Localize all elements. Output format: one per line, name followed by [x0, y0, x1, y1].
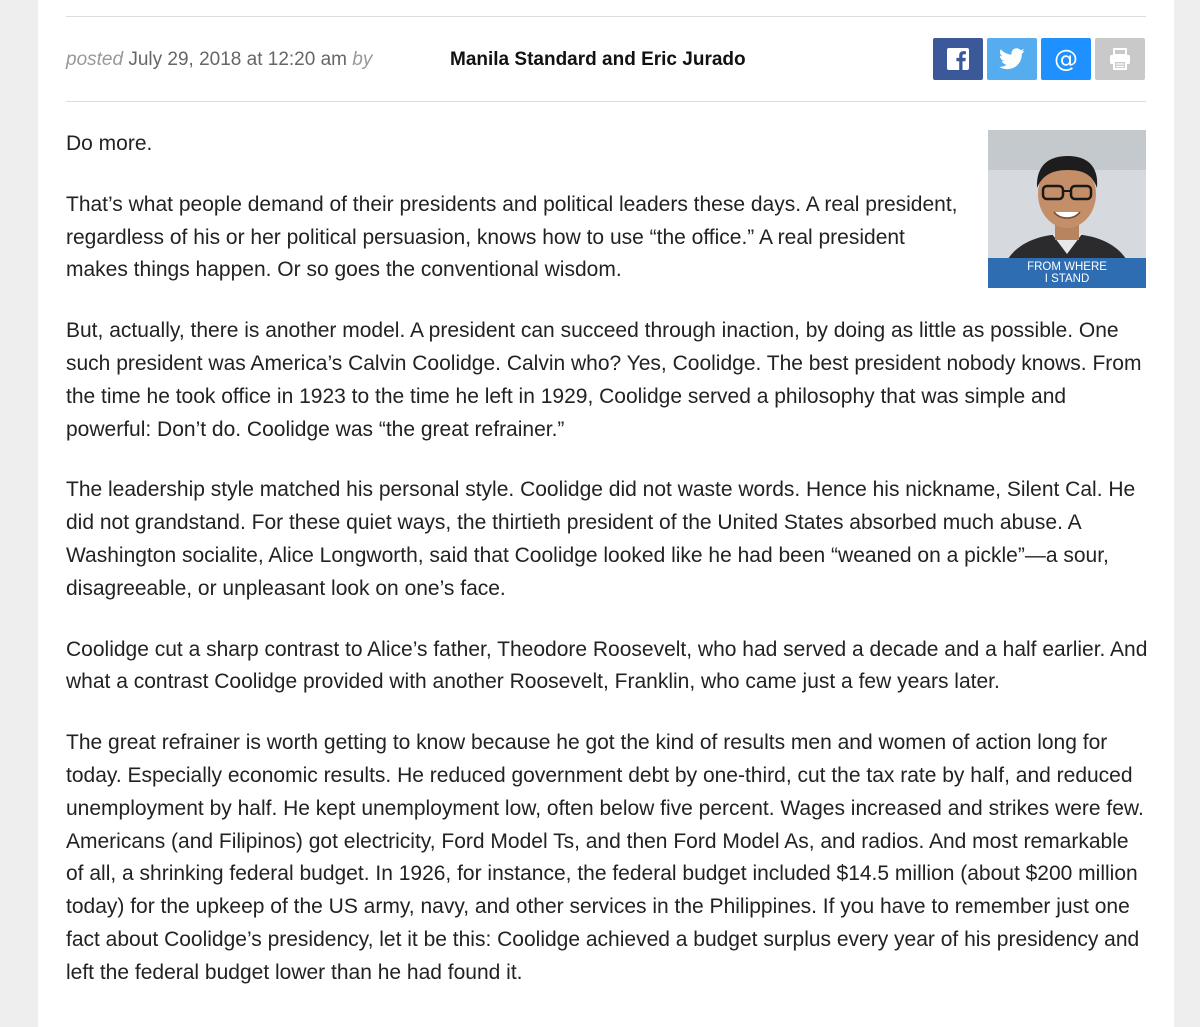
post-meta: [66, 48, 372, 72]
twitter-icon: [999, 48, 1025, 70]
facebook-icon: [946, 47, 970, 71]
divider: [66, 16, 1146, 17]
at-sign-icon: @: [1054, 45, 1078, 73]
caption-line: FROM WHERE: [1027, 261, 1107, 273]
print-button[interactable]: [1095, 38, 1145, 80]
paragraph: That’s what people demand of their presidents and political leaders these days. A real president, regardless of his or her political persuasion, knows how to use “the office.” A real president makes things happen. Or so goes the conventional wisdom.: [66, 192, 958, 282]
article-body: [66, 128, 1151, 1018]
facebook-share-button[interactable]: [933, 38, 983, 80]
article-page: [38, 0, 1174, 1027]
paragraph: But, actually, there is another model. A president can succeed through inaction, by doing as little as possible. One such president was America’s Calvin Coolidge. Calvin who? Yes, Coolidge. The best president nobody knows. From the time he took office in 1923 to the time he left in 1929, Coolidge served a philosophy that was simple and powerful: Don’t do. Coolidge was “the great refrainer.”: [66, 319, 1142, 441]
paragraph: Do more.: [66, 132, 153, 155]
posted-label: posted: [66, 49, 124, 70]
by-label: by: [352, 49, 373, 70]
email-share-button[interactable]: [1041, 38, 1091, 80]
caption-line: I STAND: [1044, 273, 1090, 285]
divider: [66, 101, 1146, 102]
paragraph: The leadership style matched his personal style. Coolidge did not waste words. Hence his nickname, Silent Cal. He did not grandstand. For these quiet ways, the thirtieth president of the United States absorbed much abuse. A Washington socialite, Alice Longworth, said that Coolidge looked like he had been “weaned on a pickle”—a sour, disagreeable, or unpleasant look on one’s face.: [66, 478, 1136, 600]
post-date: July 29, 2018 at 12:20 am: [128, 49, 347, 70]
twitter-share-button[interactable]: [987, 38, 1037, 80]
author-name[interactable]: Manila Standard and Eric Jurado: [450, 49, 746, 70]
paragraph: The great refrainer is worth getting to know because he got the kind of results men and women of action long for today. Especially economic results. He reduced government debt by one-third, cut the tax rate by half, and reduced unemployment by half. He kept unemployment low, often below five percent. Wages increased and strikes were few. Americans (and Filipinos) got electricity, Ford Model Ts, and then Ford Model As, and radios. And most remarkable of all, a shrinking federal budget. In 1926, for instance, the federal budget included $14.5 million (about $200 million today) for the upkeep of the US army, navy, and other services in the Philippines. If you have to remember just one fact about Coolidge’s presidency, let it be this: Coolidge achieved a budget surplus every year of his presidency and left the federal budget lower than he had found it.: [66, 731, 1144, 984]
printer-icon: [1108, 48, 1132, 70]
paragraph: Coolidge cut a sharp contrast to Alice’s father, Theodore Roosevelt, who had served a decade and a half earlier. And what a contrast Coolidge provided with another Roosevelt, Franklin, who came just a few years later.: [66, 637, 1148, 694]
